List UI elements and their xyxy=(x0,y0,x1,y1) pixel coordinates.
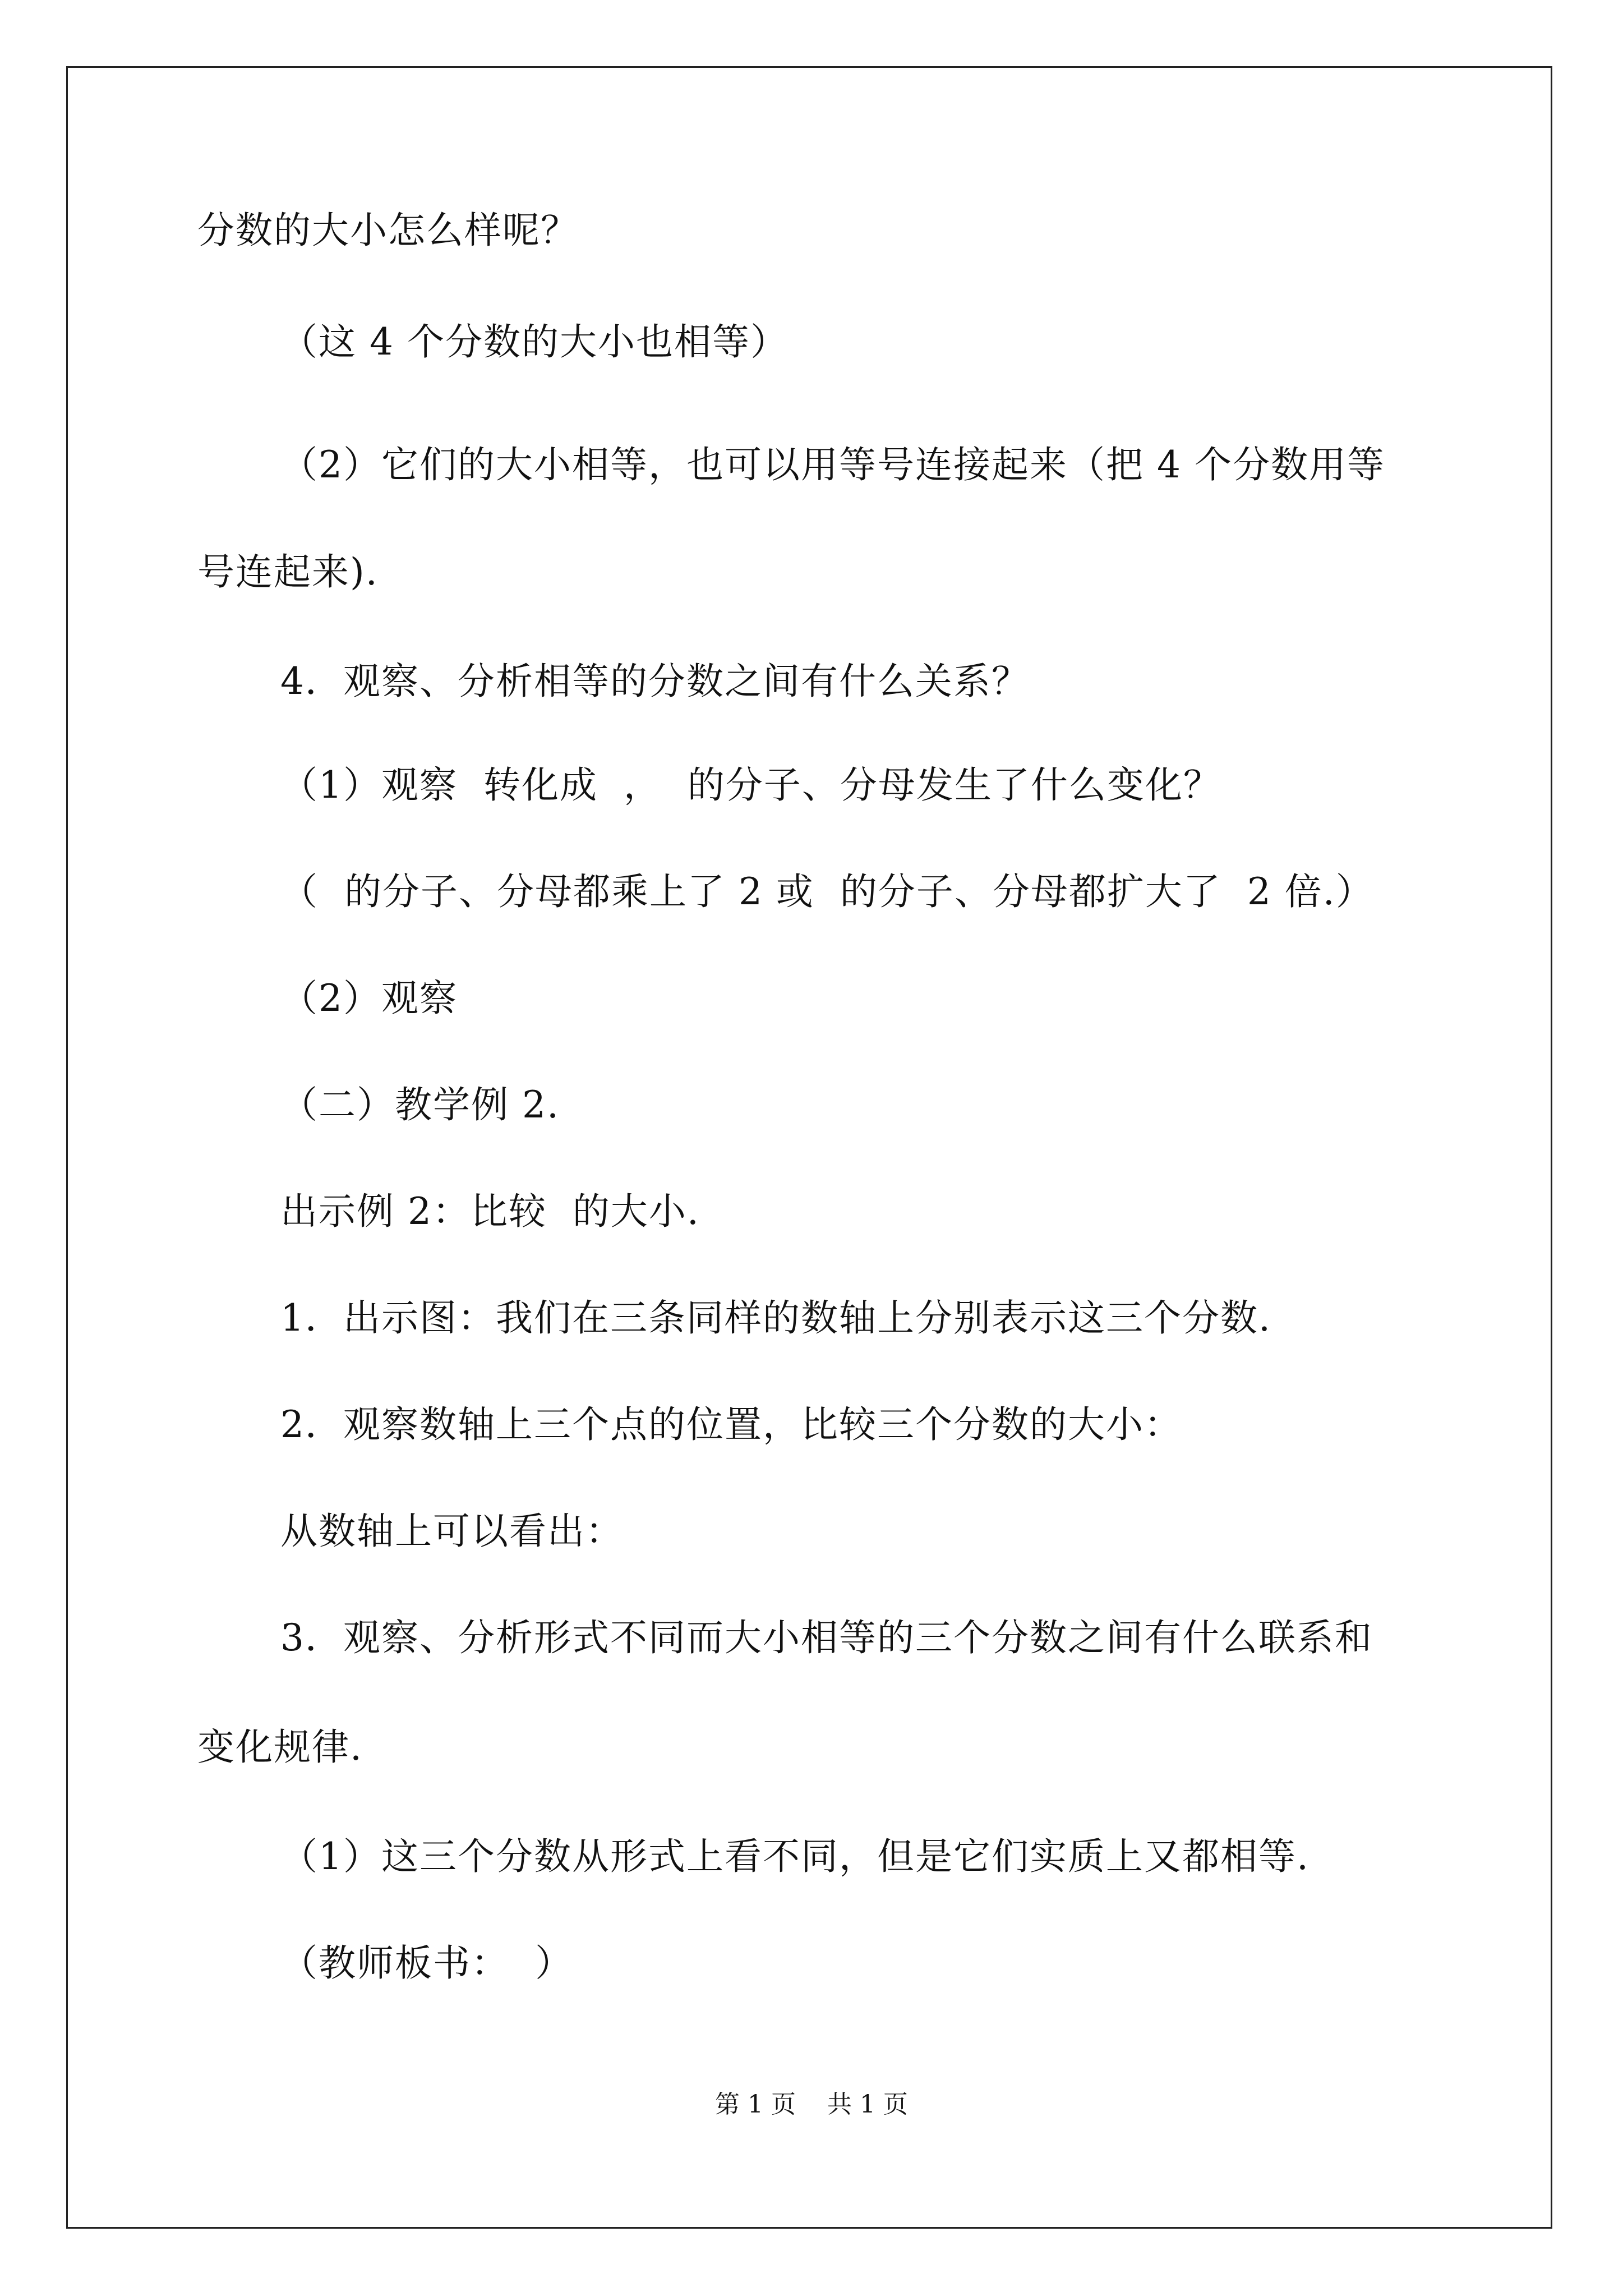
text-line-3: （2）它们的大小相等，也可以用等号连接起来（把 4 个分数用等 xyxy=(280,443,1385,486)
text-line-16: （1）这三个分数从形式上看不同，但是它们实质上又都相等. xyxy=(280,1835,1310,1878)
page-footer: 第 1 页 共 1 页 xyxy=(715,2090,908,2119)
page-border xyxy=(66,66,1552,2229)
text-line-9: （二）教学例 2. xyxy=(280,1083,560,1126)
text-line-4: 号连起来). xyxy=(197,550,379,593)
text-line-14: 3．观察、分析形式不同而大小相等的三个分数之间有什么联系和 xyxy=(280,1616,1373,1659)
text-line-8: （2）观察 xyxy=(280,977,458,1020)
text-line-10: 出示例 2：比较 的大小. xyxy=(280,1190,700,1233)
text-line-7: （ 的分子、分母都乘上了 2 或 的分子、分母都扩大了 2 倍.） xyxy=(280,870,1374,913)
text-line-2: （这 4 个分数的大小也相等） xyxy=(280,320,789,364)
text-line-17: （教师板书： ） xyxy=(280,1941,573,1985)
text-line-13: 从数轴上可以看出： xyxy=(280,1510,624,1553)
text-line-15: 变化规律. xyxy=(197,1726,363,1769)
text-line-6: （1）观察 转化成 ， 的分子、分母发生了什么变化？ xyxy=(280,763,1221,807)
text-line-1: 分数的大小怎么样呢？ xyxy=(197,209,579,252)
text-line-11: 1．出示图：我们在三条同样的数轴上分别表示这三个分数. xyxy=(280,1296,1271,1340)
text-line-12: 2．观察数轴上三个点的位置，比较三个分数的大小： xyxy=(280,1403,1182,1446)
text-line-5: 4．观察、分析相等的分数之间有什么关系？ xyxy=(280,660,1030,703)
